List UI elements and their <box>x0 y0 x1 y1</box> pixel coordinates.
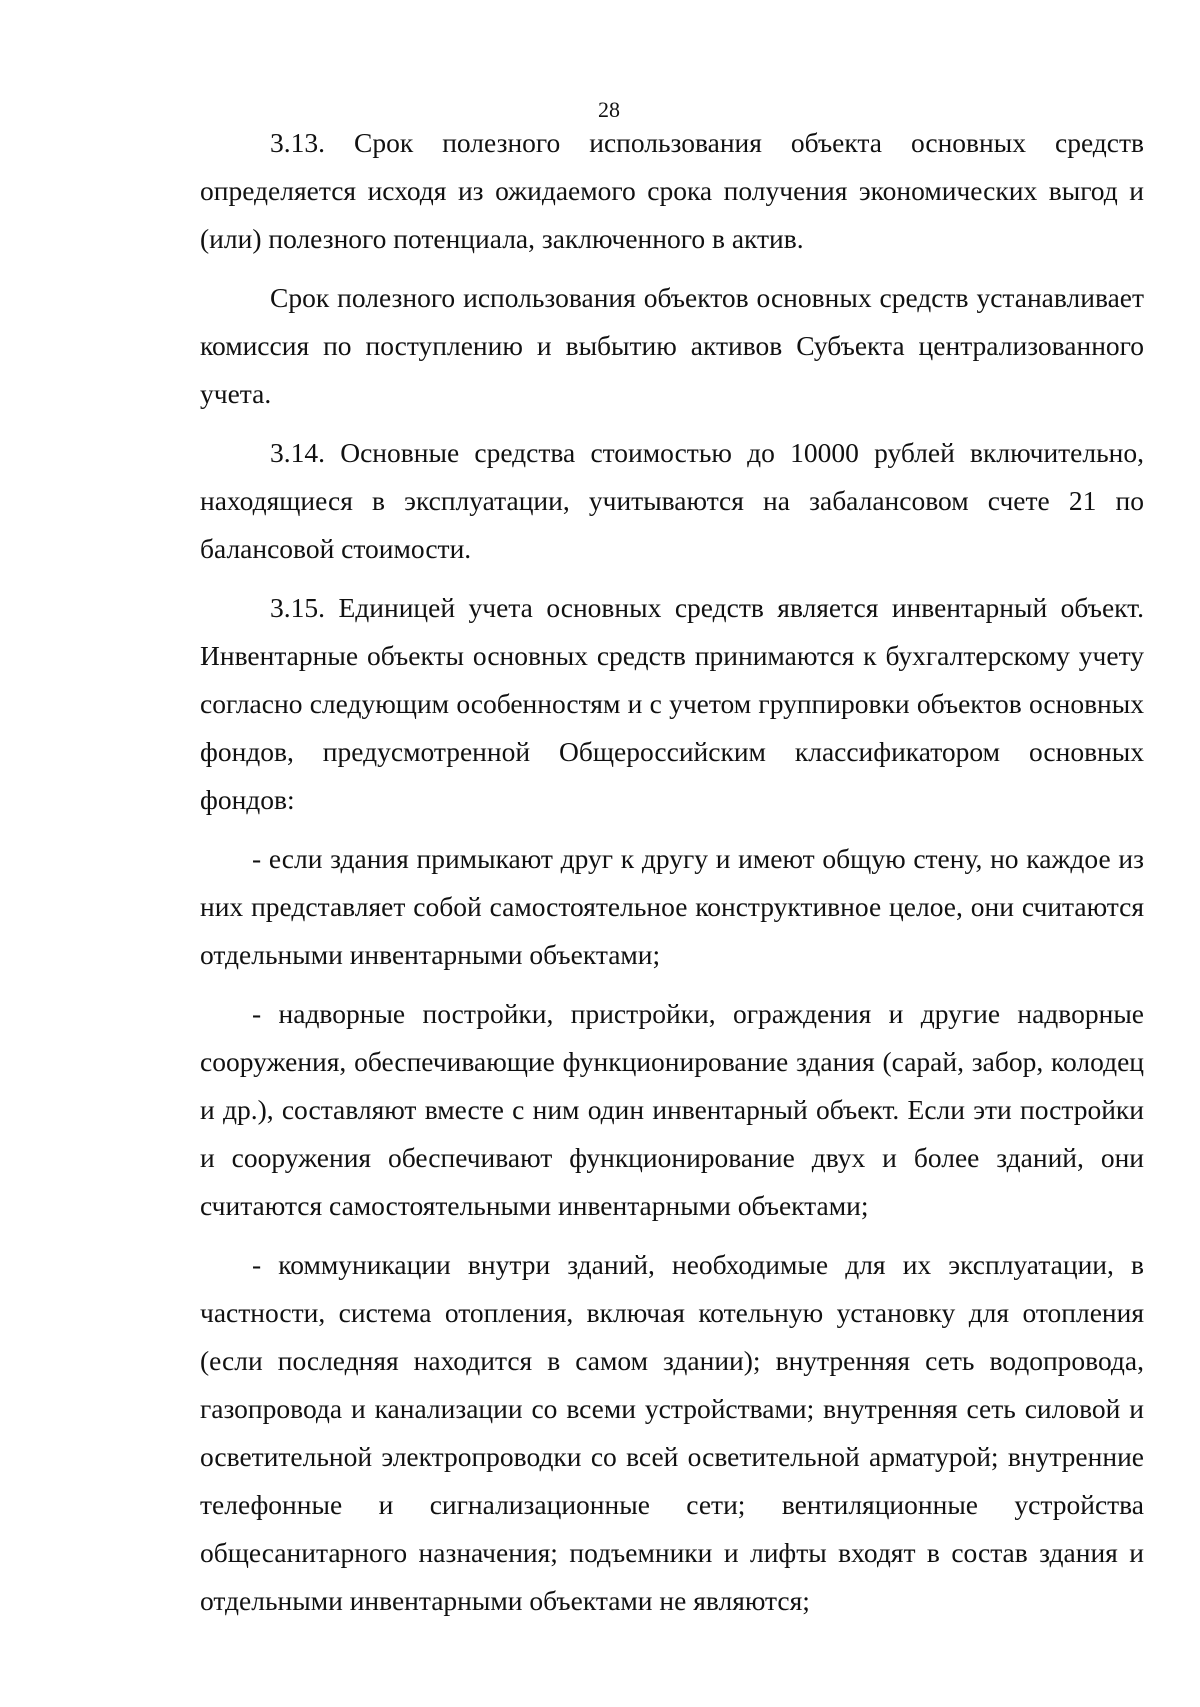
list-item-internal-communications: - коммуникации внутри зданий, необходимые для их эксплуатации, в частности, система отопления, включая котельную установку для отопления (если последняя находится в самом здании); внутренняя сеть водопровода, газопровода и канализации со всеми устройствами; внутренняя сеть силовой и осветительной электропроводки со всей осветительной арматурой; внутренние телефонные и сигнализационные сети; вентиляционные устройства общесанитарного назначения; подъемники и лифты входят в состав здания и отдельными инвентарными объектами не являются; <box>200 1249 1144 1616</box>
paragraph-3-15: 3.15. Единицей учета основных средств является инвентарный объект. Инвентарные объекты основных средств принимаются к бухгалтерскому учету согласно следующим особенностям и с учетом группировки объектов основных фондов, предусмотренной Общероссийским классификатором основных фондов: <box>200 592 1144 815</box>
page-number: 28 <box>598 97 620 122</box>
list-item-outbuildings: - надворные постройки, пристройки, ограждения и другие надворные сооружения, обеспечивающие функционирование здания (сарай, забор, колодец и др.), составляют вместе с ним один инвентарный объект. Если эти постройки и сооружения обеспечивают функционирование двух и более зданий, они считаются самостоятельными инвентарными объектами; <box>200 998 1144 1221</box>
paragraph-3-13: 3.13. Срок полезного использования объекта основных средств определяется исходя из ожидаемого срока получения экономических выгод и (или) полезного потенциала, заключенного в актив. <box>200 127 1144 254</box>
document-body <box>200 119 1144 1636</box>
paragraph-useful-life-commission: Срок полезного использования объектов основных средств устанавливает комиссия по поступлению и выбытию активов Субъекта централизованного учета. <box>200 282 1144 409</box>
paragraph-3-14: 3.14. Основные средства стоимостью до 10000 рублей включительно, находящиеся в эксплуатации, учитываются на забалансовом счете 21 по балансовой стоимости. <box>200 437 1144 564</box>
list-item-adjacent-buildings: - если здания примыкают друг к другу и имеют общую стену, но каждое из них представляет собой самостоятельное конструктивное целое, они считаются отдельными инвентарными объектами; <box>200 843 1144 970</box>
